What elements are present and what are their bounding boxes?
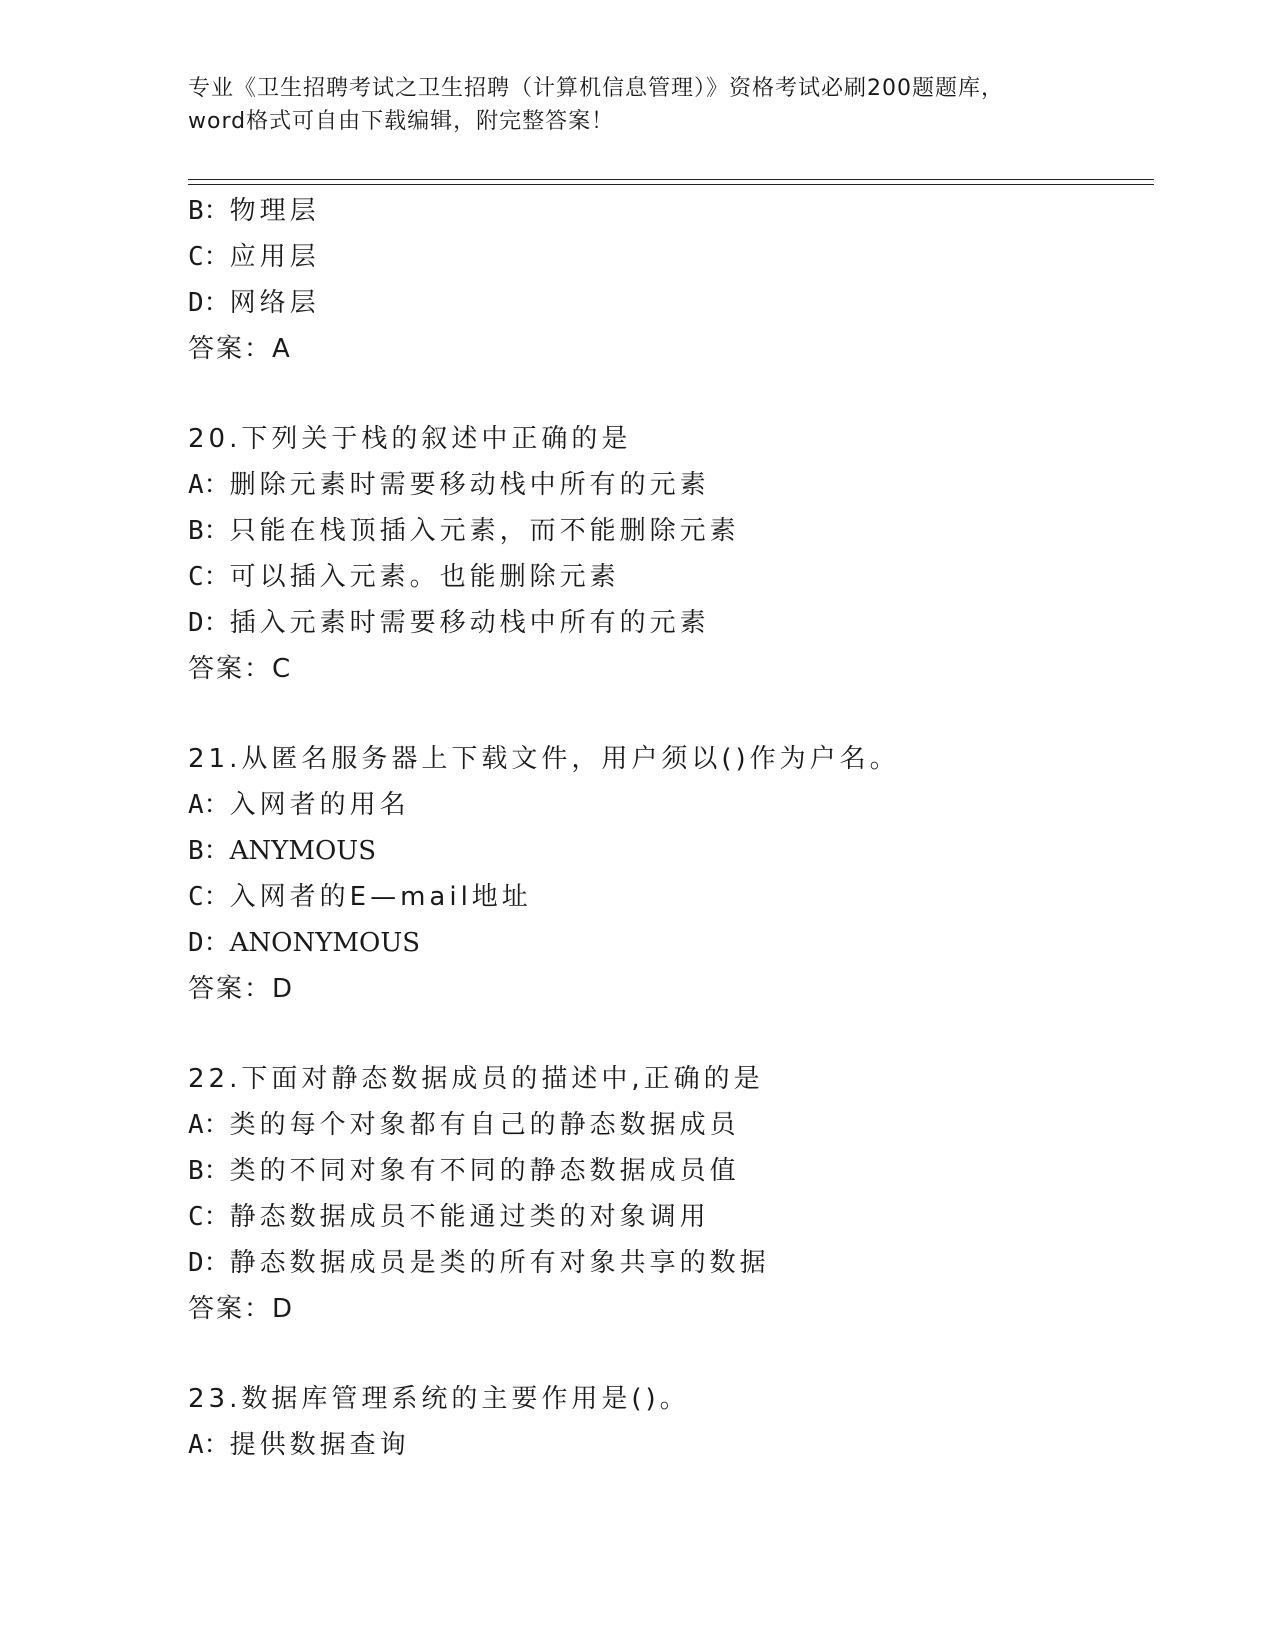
option-c: C：静态数据成员不能通过类的对象调用 <box>188 1202 710 1232</box>
option-a: A：入网者的用名 <box>188 790 410 820</box>
header-divider-bottom <box>188 184 1154 185</box>
option-b: B：ANYMOUS <box>188 836 377 866</box>
option-c: C：入网者的E—mail地址 <box>188 882 532 912</box>
question-list <box>188 188 1148 1468</box>
option-d: D：ANONYMOUS <box>188 928 421 958</box>
answer-line: 答案：D <box>188 1294 295 1324</box>
option-a: A：提供数据查询 <box>188 1430 410 1460</box>
answer-line: 答案：D <box>188 974 295 1004</box>
question-block-23 <box>188 1376 1148 1468</box>
option-d: D：网络层 <box>188 288 320 318</box>
prev-question-block <box>188 188 1148 372</box>
option-d: D：插入元素时需要移动栈中所有的元素 <box>188 608 710 638</box>
header-divider-top <box>188 179 1154 180</box>
option-a: A：删除元素时需要移动栈中所有的元素 <box>188 470 710 500</box>
question-block-22 <box>188 1056 1148 1332</box>
header-title-line-2: word格式可自由下载编辑，附完整答案！ <box>188 109 615 134</box>
question-block-21 <box>188 736 1148 1012</box>
option-a: A：类的每个对象都有自己的静态数据成员 <box>188 1110 740 1140</box>
document-header <box>188 72 1088 138</box>
option-c: C：应用层 <box>188 242 320 272</box>
option-b: B：只能在栈顶插入元素，而不能删除元素 <box>188 516 740 546</box>
question-block-20 <box>188 416 1148 692</box>
option-d: D：静态数据成员是类的所有对象共享的数据 <box>188 1248 770 1278</box>
option-c: C：可以插入元素。也能删除元素 <box>188 562 620 592</box>
header-title-line-1: 专业《卫生招聘考试之卫生招聘（计算机信息管理）》资格考试必刷200题题库， <box>188 76 1004 101</box>
question-stem: 22.下面对静态数据成员的描述中,正确的是 <box>188 1064 764 1094</box>
option-b: B：类的不同对象有不同的静态数据成员值 <box>188 1156 740 1186</box>
question-stem: 21.从匿名服务器上下载文件，用户须以()作为户名。 <box>188 744 900 774</box>
option-b: B：物理层 <box>188 196 320 226</box>
answer-line: 答案：A <box>188 334 292 364</box>
answer-line: 答案：C <box>188 654 293 684</box>
question-stem: 20.下列关于栈的叙述中正确的是 <box>188 424 632 454</box>
question-stem: 23.数据库管理系统的主要作用是()。 <box>188 1384 690 1414</box>
